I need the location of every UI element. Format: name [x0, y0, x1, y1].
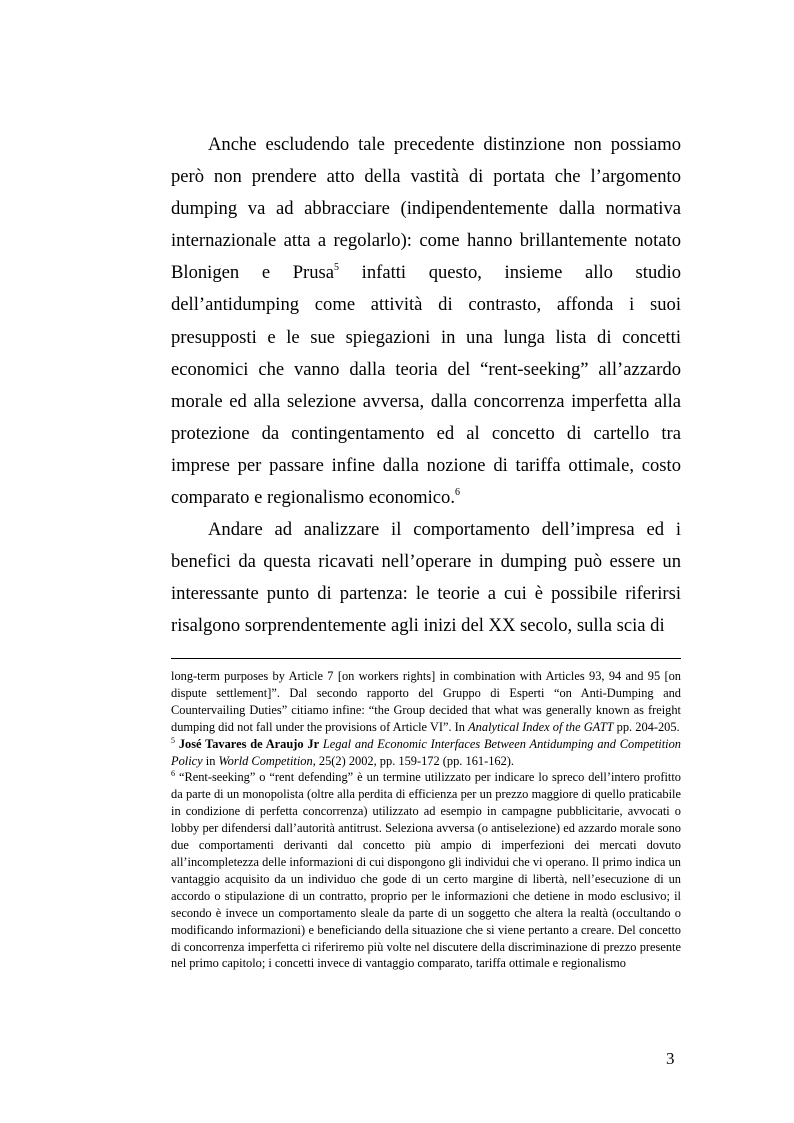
footnote-5-journal: World Competition	[218, 753, 313, 768]
page-number: 3	[666, 1049, 675, 1068]
paragraph-1	[171, 129, 681, 514]
paragraph-2: Andare ad analizzare il comportamento dell’impresa ed i benefici da questa ricavati nell’operare in dumping può essere un interessante punto di partenza: le teorie a cui è possibile riferirsi risalgono sorprendentemente agli inizi del XX secolo, sulla scia di	[171, 519, 681, 637]
footnote-continued-text-b: pp. 204-205.	[613, 719, 680, 734]
footnote-continued-title: Analytical Index of the GATT	[468, 719, 614, 734]
footnote-5-author: José Tavares de Araujo Jr	[178, 736, 320, 751]
footnote-5-title: Legal and Economic Interfaces Between Antidumping and Competition Policy	[171, 736, 681, 768]
paragraph-1-text-b: infatti questo, insieme allo studio dell’antidumping come attività di contrasto, affonda i suoi presupposti e le sue spiegazioni in una lunga lista di concetti economici che vanno dalla teoria del “rent-seeking” all’azzardo morale ed alla selezione avversa, dalla concorrenza imperfetta alla protezione da contingentamento ed al concetto di cartello tra imprese per passare infine dalla nozione di tariffa ottimale, costo comparato e regionalismo economico.	[171, 262, 682, 509]
footnote-6-text: “Rent-seeking” o “rent defending” è un termine utilizzato per indicare lo spreco dell’intero profitto da parte di un monopolista (oltre alla perdita di efficienza per un prezzo maggiore di quello praticabile in condizione di perfetta concorrenza) utilizzato ad esempio in campagne pubblicitarie, avvocati o lobby per difendersi dall’autorità antitrust. Seleziona avversa (o antiselezione) ed azzardo morale sono due comportamenti derivanti dal concetto più ampio di imperfezioni dei mercati dovuto all’incompletezza delle informazioni di cui dispongono gli individui che vi operano. Il primo indica un vantaggio acquisito da un individuo che gode di un certo margine di libertà, nell’esecuzione di un accordo o stipulazione di un contratto, proprio per le informazioni che detiene in modo esclusivo; il secondo è invece un comportamento sleale da parte di un soggetto che altera la realtà (occultando o modificando informazioni) e beneficiando della situazione che si viene pertanto a creare. Del concetto di concorrenza imperfetta ci riferiremo più volte nel discutere della discriminazione di prezzo presente nel primo capitolo; i concetti invece di vantaggio comparato, tariffa ottimale e regionalismo	[171, 770, 681, 971]
footnote-6	[171, 769, 681, 972]
footnote-6-number: 6	[171, 769, 175, 779]
footnote-ref-5[interactable]: 5	[334, 262, 340, 274]
footnote-separator	[171, 658, 681, 659]
footnote-5-rest: , 25(2) 2002, pp. 159-172 (pp. 161-162).	[312, 753, 515, 768]
footnote-ref-6[interactable]: 6	[454, 487, 460, 499]
footnote-continued-text-a: long-term purposes by Article 7 [on workers rights] in combination with Articles 93, 94 and 95 [on dispute settlement]”. Dal secondo rapporto del Gruppo di Esperti “on Anti-Dumping and Countervailing Duties” citiamo infine: “the Group decided that what was generally known as freight dumping did not fall under the provisions of Article VI”. In	[171, 669, 681, 734]
footnote-continued	[171, 668, 681, 736]
footnotes	[171, 668, 681, 972]
footnote-5-number: 5	[171, 735, 175, 745]
paragraph-1-text-a: Anche escludendo tale precedente distinzione non possiamo però non prendere atto della vastità di portata che l’argomento dumping va ad abbracciare (indipendentemente dalla normativa internazionale atta a regolarlo): come hanno brillantemente notato Blonigen e Prusa	[171, 134, 681, 284]
main-text	[171, 129, 681, 643]
footnote-5-mid: in	[202, 753, 219, 768]
footnote-5	[171, 736, 681, 770]
